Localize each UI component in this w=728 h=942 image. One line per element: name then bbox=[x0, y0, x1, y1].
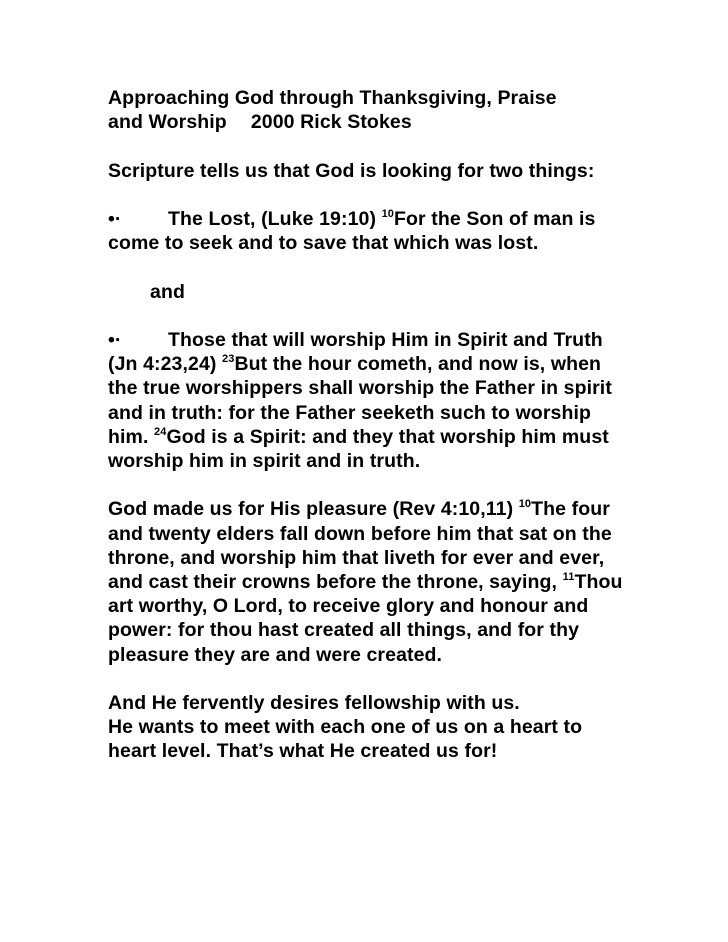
intro-paragraph: Scripture tells us that God is looking for two things: bbox=[108, 159, 595, 182]
verse-number: 11 bbox=[562, 570, 575, 583]
verse-text: Thou art worthy, O Lord, to receive glory and honour and power: for thou hast created all things, and for thy pleasure they are and were created. bbox=[108, 570, 623, 666]
and-connector: and bbox=[150, 280, 185, 303]
closing-line-2: He wants to meet with each one of us on a heart to heart level. That’s what He created us for! bbox=[108, 716, 583, 763]
verse-number: 23 bbox=[222, 353, 235, 366]
bullet-lead: The Lost, (Luke 19:10) bbox=[168, 207, 382, 230]
bullet-marker: •· bbox=[108, 328, 122, 351]
title-line-1: Approaching God through Thanksgiving, Praise bbox=[108, 87, 557, 109]
title-line-2: and Worship bbox=[108, 111, 227, 134]
verse-number: 10 bbox=[518, 498, 532, 511]
verse-number: 10 bbox=[381, 207, 395, 220]
document-title bbox=[108, 86, 628, 134]
closing-line-1: And He fervently desires fellowship with us. bbox=[108, 691, 520, 714]
bullet-item-lost bbox=[108, 207, 628, 255]
paragraph-lead: God made us for His pleasure (Rev 4:10,11) bbox=[108, 498, 519, 521]
bullet-item-worship bbox=[108, 328, 628, 473]
revelation-paragraph bbox=[108, 497, 628, 666]
closing-paragraph bbox=[108, 691, 628, 764]
verse-text: God is a Spirit: and they that worship him must worship him in spirit and in truth. bbox=[108, 425, 609, 472]
title-author-year: 2000 Rick Stokes bbox=[250, 111, 412, 134]
bullet-marker: •· bbox=[108, 207, 122, 230]
verse-text: The four and twenty elders fall down before him that sat on the throne, and worship him that liveth for ever and ever, and cast their crowns before the throne, saying, bbox=[108, 498, 612, 593]
verse-number: 24 bbox=[154, 425, 167, 438]
verse-text: But the hour cometh, and now is, when the true worshippers shall worship the Father in spirit and in truth: for the Father seeketh such to worship him. bbox=[108, 353, 612, 448]
bullet-lead: Those that will worship Him in Spirit and Truth (Jn 4:23,24) bbox=[108, 328, 603, 376]
document-page bbox=[108, 86, 628, 764]
verse-text: For the Son of man is come to seek and to save that which was lost. bbox=[108, 207, 596, 255]
